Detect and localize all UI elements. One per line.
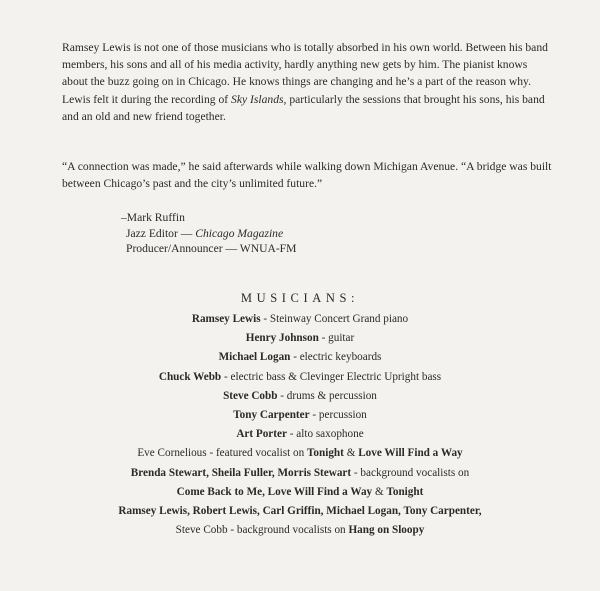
intro-text-part1: Ramsey Lewis is not one of those musicians who is totally absorbed in his own world. Between his band members, his sons and all of his media activity, hardly anything new gets by him. The pianist knows about the buzz going on in Chicago. He knows things are changing and he’s a part of the reason why. Lewis felt it during the recording of	[62, 41, 548, 106]
musician-credit	[0, 387, 600, 406]
musician-credit	[0, 406, 600, 425]
background-vocalists-songs-2	[0, 521, 600, 540]
background-vocalist-role: - background vocalists on	[351, 466, 470, 479]
musician-credit	[0, 425, 600, 444]
publication-name: Chicago Magazine	[195, 226, 284, 240]
author-affiliation: Producer/Announcer — WNUA-FM	[126, 242, 297, 256]
song-title: Come Back to Me, Love Will Find a Way	[176, 485, 373, 498]
ampersand: &	[343, 447, 359, 460]
featured-vocalist-credit	[0, 444, 600, 463]
intro-text-part2: , particularly the sessions that brought his sons, his band and an old and new friend together.	[62, 92, 545, 123]
musician-name: Tony Carpenter	[233, 409, 310, 422]
quote-paragraph: “A connection was made,” he said afterwards while walking down Michigan Avenue. “A bridge was built between Chicago’s past and the city’s unlimited future.”	[62, 160, 552, 191]
background-vocalist-role: - background vocalists on	[227, 524, 349, 537]
featured-vocalist-name: Eve Cornelious	[137, 447, 207, 460]
musician-name: Art Porter	[236, 428, 287, 441]
background-vocalists-credit-2	[0, 502, 600, 521]
background-vocalist-names: Ramsey Lewis, Robert Lewis, Carl Griffin, Michael Logan, Tony Carpenter,	[118, 505, 482, 518]
musician-name: Steve Cobb	[223, 389, 278, 402]
musicians-credits	[0, 288, 600, 540]
song-title: Tonight	[306, 447, 344, 460]
musician-role: - guitar	[318, 332, 355, 345]
musician-credit	[0, 348, 600, 367]
song-title: Love Will Find a Way	[358, 447, 463, 460]
background-vocalists-credit-1	[0, 464, 600, 483]
author-signature	[121, 210, 297, 257]
author-title-line	[126, 226, 296, 242]
background-vocalist-names: Brenda Stewart, Sheila Fuller, Morris Stewart	[130, 466, 352, 479]
musician-role: - alto saxophone	[286, 428, 364, 441]
musicians-heading: MUSICIANS:	[240, 291, 360, 305]
intro-paragraph	[62, 39, 552, 125]
musician-role: - electric keyboards	[290, 351, 382, 364]
musician-role: - drums & percussion	[277, 389, 377, 402]
musician-role: - electric bass & Clevinger Electric Upright bass	[221, 370, 442, 383]
musician-credit	[0, 329, 600, 348]
featured-vocalist-role: - featured vocalist on	[206, 447, 307, 460]
musician-name: Michael Logan	[218, 351, 291, 364]
background-vocalist-name: Steve Cobb	[175, 524, 228, 537]
musician-name: Ramsey Lewis	[191, 313, 261, 325]
author-title-prefix: Jazz Editor —	[126, 226, 196, 240]
musician-credit	[0, 310, 600, 329]
song-title: Hang on Sloopy	[348, 524, 425, 537]
album-title-sky-islands: Sky Islands	[231, 92, 284, 106]
author-name: –Mark Ruffin	[121, 211, 185, 224]
song-title: Tonight	[386, 485, 424, 498]
musician-role: - percussion	[309, 409, 367, 422]
musician-role: - Steinway Concert Grand piano	[260, 313, 409, 325]
ampersand: &	[372, 485, 387, 498]
background-vocalists-songs-1	[0, 483, 600, 502]
musician-name: Chuck Webb	[158, 370, 222, 383]
musician-credit	[0, 368, 600, 387]
musician-name: Henry Johnson	[245, 332, 319, 345]
